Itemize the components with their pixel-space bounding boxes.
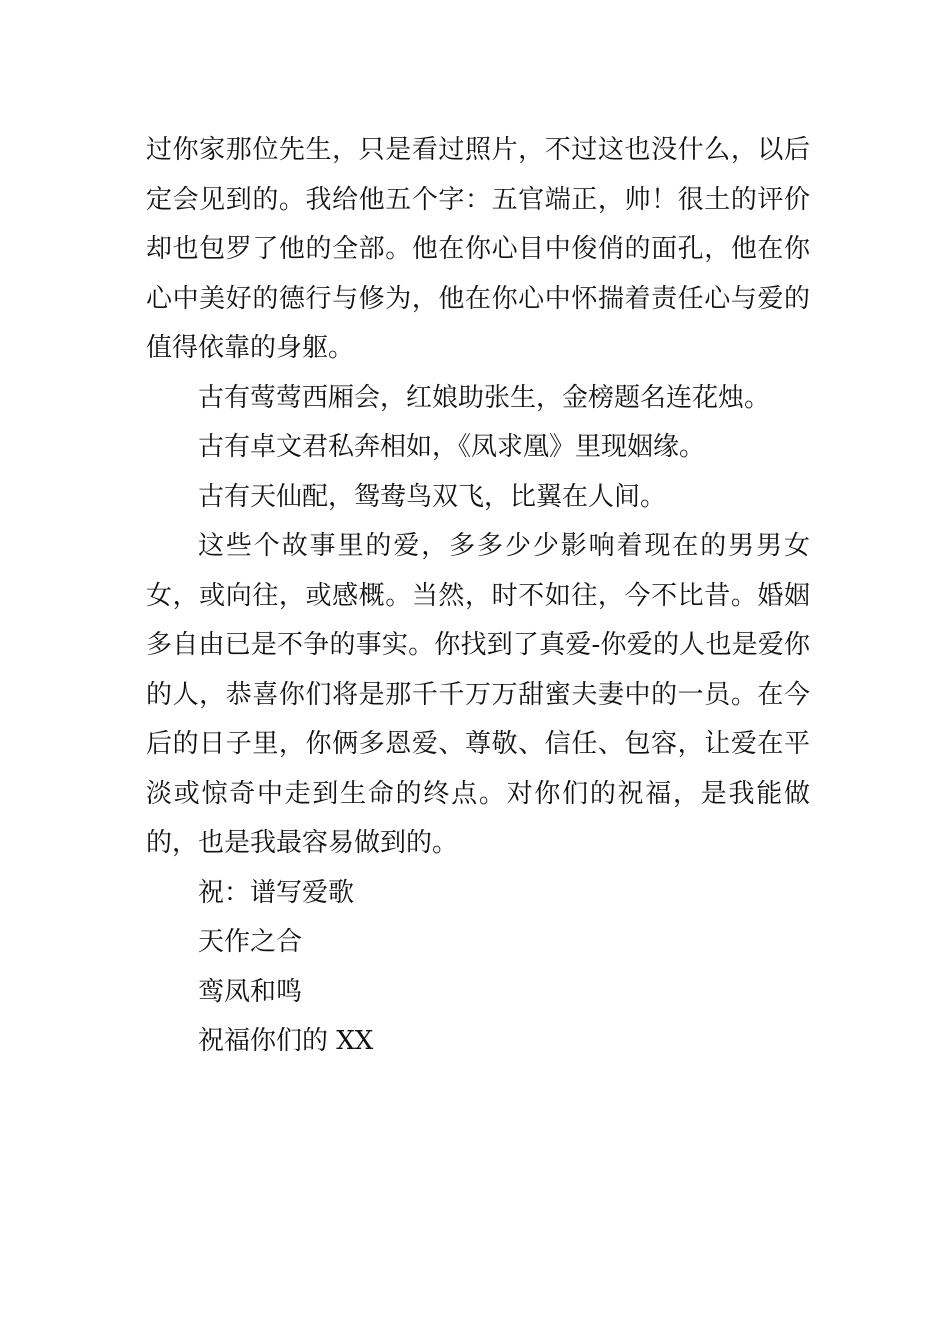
closing-line-4: 祝福你们的 XX (198, 1026, 374, 1056)
paragraph-xixiang: 古有莺莺西厢会，红娘助张生，金榜题名连花烛。 (198, 382, 771, 413)
paragraph-blessing: 这些个故事里的爱，多多少少影响着现在的男男女女，或向往，或感概。当然，时不如往，今不比昔。婚姻多自由已是不争的事实。你找到了真爱-你爱的人也是爱你的人，恭喜你们将是那千千万万甜蜜夫妻中的一员。在今后的日子里，你俩多恩爱、尊敬、信任、包容，让爱在平淡或惊奇中走到生命的终点。对你们的祝福，是我能做的，也是我最容易做到的。 (146, 531, 810, 858)
closing-line-2: 天作之合 (198, 927, 303, 957)
closing-line-3: 鸾凤和鸣 (198, 976, 303, 1007)
document-body (146, 126, 810, 1067)
paragraph-zhuowenjun: 古有卓文君私奔相如，《凤求凰》里现姻缘。 (198, 432, 706, 462)
closing-line-1: 祝：谱写爱歌 (198, 877, 355, 908)
paragraph-tianxianpei: 古有天仙配，鸳鸯鸟双飞，比翼在人间。 (198, 481, 667, 512)
paragraph-intro: 过你家那位先生，只是看过照片，不过这也没什么，以后定会见到的。我给他五个字：五官端正，帅！很土的评价却也包罗了他的全部。他在你心目中俊俏的面孔，他在你心中美好的德行与修为，他在你心中怀揣着责任心与爱的值得依靠的身躯。 (146, 135, 810, 363)
